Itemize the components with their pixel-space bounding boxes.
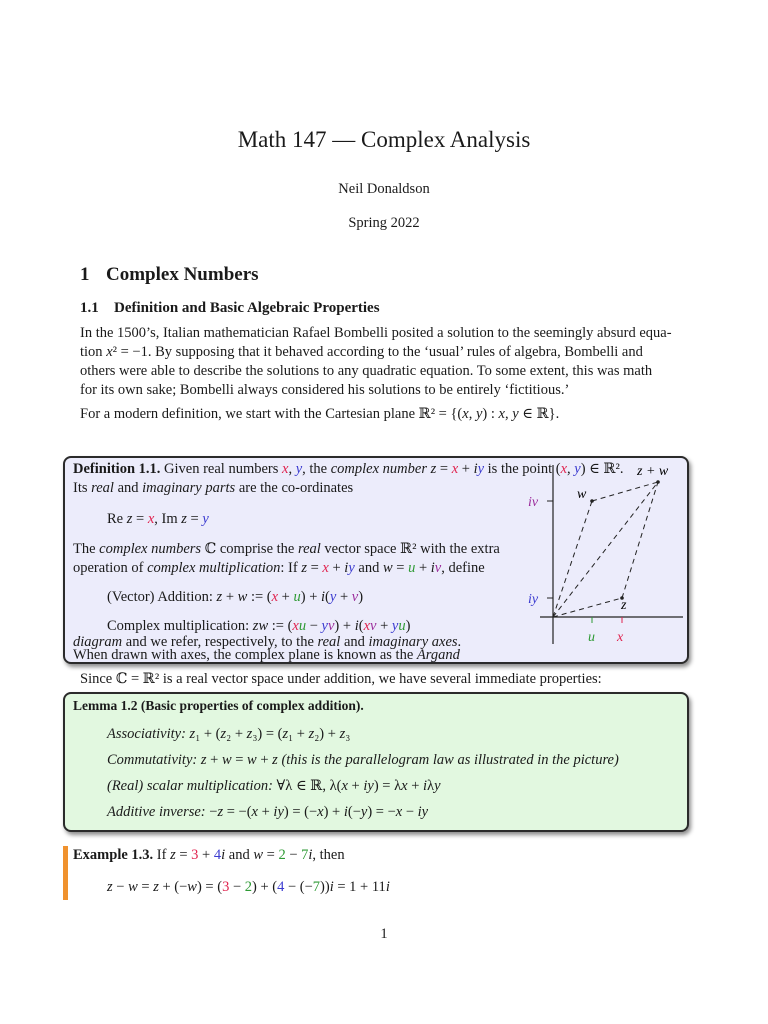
document-title: Math 147 — Complex Analysis — [237, 127, 531, 152]
math-term: x — [341, 778, 348, 794]
math-term: y — [434, 778, 441, 794]
text-run: for its own sake; Bombelli always considered his solutions to be entirely ‘fictitious.’ — [80, 382, 570, 398]
math-term: (this is the parallelogram law as illustrated in the picture) — [277, 752, 619, 768]
math-term: 2 — [278, 847, 286, 863]
section-number: 1 — [80, 264, 90, 285]
text-run: + — [257, 804, 274, 820]
math-term: y — [477, 461, 485, 477]
text-run: = −( — [223, 804, 252, 820]
text-run: and — [354, 560, 383, 576]
math-term: z — [246, 726, 253, 742]
math-term: u — [408, 560, 416, 576]
text-run: + — [256, 752, 273, 768]
math-term: imaginary parts — [142, 480, 236, 496]
text-run: = — [132, 511, 148, 527]
text-line — [80, 324, 688, 343]
math-term: z — [181, 511, 187, 527]
math-term: 2 — [244, 879, 252, 895]
text-run: = — [231, 752, 248, 768]
text-line — [107, 618, 410, 635]
math-term: x — [451, 461, 459, 477]
text-run: + — [458, 461, 474, 477]
definition-line — [73, 480, 353, 497]
subsection-number: 1.1 — [80, 300, 99, 316]
math-term: z — [189, 726, 196, 742]
text-run: + — [336, 589, 352, 605]
math-term: 3 — [191, 847, 199, 863]
text-run: ) : — [482, 406, 499, 422]
text-run: ₃) = ( — [252, 726, 283, 742]
math-term: i — [385, 879, 390, 895]
math-term: z — [426, 461, 437, 477]
label-x: x — [617, 630, 624, 645]
text-run: ₂) + — [314, 726, 340, 742]
math-term: x — [251, 804, 258, 820]
example-line — [73, 847, 345, 864]
text-run: ) — [405, 618, 411, 634]
vector-w — [553, 501, 592, 617]
text-line — [73, 541, 500, 558]
math-term: i — [423, 778, 428, 794]
math-term: w — [253, 847, 263, 863]
subsection-title: Definition and Basic Algebraic Properties — [114, 300, 380, 316]
text-run: , — [567, 461, 575, 477]
math-term: (Real) scalar multiplication: — [107, 778, 273, 794]
math-term: w — [382, 560, 393, 576]
math-term: iy — [417, 804, 429, 820]
text-run: + — [222, 589, 238, 605]
math-term: iy — [363, 778, 374, 794]
math-term: w — [128, 879, 138, 895]
math-term: u — [298, 618, 307, 634]
definition-line — [73, 541, 500, 558]
text-line — [73, 480, 353, 497]
text-run: Given real numbers — [160, 461, 283, 477]
text-run: When drawn with axes, the complex plane is known as the — [73, 647, 417, 663]
math-term: i — [221, 847, 226, 863]
definition-line — [107, 618, 410, 635]
text-run: ) + ( — [252, 879, 278, 895]
label-iv: iv — [528, 495, 539, 510]
text-run: : If — [280, 560, 302, 576]
text-run: + — [407, 778, 423, 794]
math-term: Additive inverse: — [107, 804, 206, 820]
text-run: . — [457, 634, 462, 650]
math-term: z — [126, 511, 133, 527]
math-term: real — [297, 541, 321, 557]
text-run: )) — [320, 879, 330, 895]
text-run: + — [347, 778, 364, 794]
math-term: i — [321, 589, 326, 605]
label-bold: Definition 1.1. — [73, 461, 161, 477]
argand-diagram — [515, 458, 690, 658]
math-term: i — [329, 879, 334, 895]
text-run: ∀λ ∈ ℝ, λ( — [272, 778, 342, 794]
definition-line — [73, 560, 485, 577]
math-term: w — [221, 752, 232, 768]
math-term: y — [475, 406, 483, 422]
math-term: complex multiplication — [147, 560, 281, 576]
text-line — [80, 343, 688, 362]
math-term: i — [343, 804, 348, 820]
text-line — [107, 726, 350, 743]
text-run: + — [278, 589, 294, 605]
math-term: z — [220, 726, 227, 742]
definition-line — [107, 511, 209, 528]
text-run: ) ∈ ℝ². — [580, 461, 624, 477]
math-term: x — [147, 511, 155, 527]
math-term: z — [217, 804, 224, 820]
math-term: imaginary axes — [368, 634, 458, 650]
text-run: + (− — [158, 879, 188, 895]
text-run: = — [392, 560, 409, 576]
definition-line — [107, 589, 363, 606]
text-line — [73, 847, 345, 864]
text-run: = — [263, 847, 279, 863]
text-run: ₂ + — [226, 726, 247, 742]
text-run: ₁ + — [288, 726, 309, 742]
text-run: − — [112, 879, 129, 895]
math-term: x — [292, 618, 299, 634]
math-term: real — [91, 480, 114, 496]
math-term: v — [370, 618, 377, 634]
math-term: z — [272, 752, 278, 768]
math-term: v — [351, 589, 359, 605]
math-term: z — [170, 847, 176, 863]
math-term: x — [395, 804, 403, 820]
text-run: ∈ ℝ}. — [518, 406, 560, 422]
text-run: (− — [347, 804, 361, 820]
text-line — [73, 698, 364, 714]
text-run: ) = ( — [196, 879, 223, 895]
math-term: 4 — [213, 847, 222, 863]
text-run: ² = −1. By supposing that it behaved according to the ‘usual’ rules of algebra, Bombelli and — [112, 344, 643, 360]
text-run: ) + — [334, 618, 355, 634]
lemma-line — [107, 726, 350, 743]
math-term: y — [512, 406, 519, 422]
math-term: w — [247, 752, 257, 768]
math-term: y — [360, 804, 368, 820]
point-w — [590, 499, 594, 503]
text-run: , — [504, 406, 513, 422]
text-run: tion — [80, 344, 107, 360]
text-run: is the point ( — [484, 461, 561, 477]
math-term: z — [200, 752, 207, 768]
text-run: ( — [358, 618, 364, 634]
math-term: iy — [273, 804, 284, 820]
text-run: = — [306, 560, 323, 576]
lemma-line — [107, 804, 428, 821]
text-run: , define — [441, 560, 485, 576]
text-run: If — [153, 847, 171, 863]
text-run: = — [436, 461, 452, 477]
math-term: 7 — [301, 847, 309, 863]
math-term: y — [329, 589, 337, 605]
example-marker-bar — [63, 846, 68, 900]
text-run: ) = (− — [283, 804, 318, 820]
math-term: z — [216, 589, 223, 605]
lemma-heading — [73, 698, 364, 714]
math-term: complex number — [330, 461, 427, 477]
math-term: z — [308, 726, 315, 742]
vector-z — [553, 598, 622, 617]
text-run: Re — [107, 511, 127, 527]
text-run: − — [229, 879, 245, 895]
text-run: ( — [325, 589, 330, 605]
text-run: and — [113, 480, 143, 496]
text-run: ℂ comprise the — [201, 541, 298, 557]
text-run: + — [415, 560, 431, 576]
label-iy: iy — [528, 592, 539, 607]
text-run: , Im — [154, 511, 182, 527]
text-line — [80, 362, 688, 381]
text-run: and — [340, 634, 369, 650]
math-term: z — [107, 879, 113, 895]
label-bold: Lemma 1.2 (Basic properties of complex addition). — [73, 698, 364, 713]
intro-paragraph — [80, 324, 688, 400]
text-run: For a modern definition, we start with the Cartesian plane ℝ² = {( — [80, 406, 463, 422]
label-z: z — [621, 598, 627, 613]
math-term: i — [344, 560, 349, 576]
math-term: zw — [252, 618, 269, 634]
text-run: ) + — [323, 804, 344, 820]
since-paragraph — [80, 670, 688, 689]
text-run: and we refer, respectively, to the — [122, 634, 318, 650]
text-line — [80, 670, 688, 689]
page-number: 1 — [380, 926, 388, 942]
vector-z-plus-w — [553, 482, 658, 617]
author: Neil Donaldson — [338, 181, 430, 197]
text-run: + — [328, 560, 345, 576]
text-run: ₃ — [345, 726, 351, 742]
text-run: = — [137, 879, 154, 895]
math-term: x — [271, 589, 279, 605]
definition-line — [73, 634, 461, 651]
text-run: operation of — [73, 560, 148, 576]
text-run: ) + — [300, 589, 321, 605]
text-run: Since ℂ = ℝ² is a real vector space under addition, we have several immediate properties: — [80, 671, 602, 687]
math-term: u — [398, 618, 406, 634]
text-run: − — [285, 847, 302, 863]
math-term: y — [348, 560, 355, 576]
text-run: + — [376, 618, 392, 634]
math-term: z — [282, 726, 289, 742]
edge-w-zw — [592, 482, 658, 501]
math-term: y — [391, 618, 399, 634]
text-line — [80, 405, 688, 424]
math-term: i — [354, 618, 359, 634]
subsection-heading — [80, 300, 380, 317]
text-run: := ( — [247, 589, 272, 605]
text-line — [107, 879, 390, 896]
math-term: x — [498, 406, 505, 422]
math-term: x — [401, 778, 408, 794]
text-run: = — [186, 511, 203, 527]
math-term: y — [321, 618, 328, 634]
text-run: + — [206, 752, 222, 768]
text-line — [73, 634, 461, 651]
date: Spring 2022 — [348, 215, 420, 231]
label-bold: Example 1.3. — [73, 847, 154, 863]
text-run: + — [198, 847, 214, 863]
math-term: y — [295, 461, 303, 477]
lemma-box — [63, 692, 689, 832]
text-line — [73, 560, 485, 577]
text-run: − — [306, 618, 322, 634]
math-term: w — [237, 589, 248, 605]
text-run: and — [225, 847, 254, 863]
text-run: := ( — [268, 618, 293, 634]
text-run: ) — [358, 589, 364, 605]
text-run: , the — [302, 461, 331, 477]
math-term: real — [317, 634, 341, 650]
text-run: In the 1500’s, Italian mathematician Rafael Bombelli posited a solution to the seemingly absurd equa- — [80, 325, 672, 341]
text-line — [107, 804, 428, 821]
math-term: Argand — [416, 647, 460, 663]
text-run: ) = λ — [373, 778, 402, 794]
text-line — [107, 511, 209, 528]
text-run: Complex multiplication: — [107, 618, 253, 634]
text-line — [107, 589, 363, 606]
text-run: λ — [427, 778, 435, 794]
text-line — [80, 381, 688, 400]
edge-z-zw — [622, 482, 658, 598]
math-term: Commutativity: — [107, 752, 198, 768]
text-run: The — [73, 541, 100, 557]
example-line — [107, 879, 390, 896]
math-term: x — [560, 461, 567, 477]
math-term: u — [293, 589, 301, 605]
text-run: , then — [312, 847, 345, 863]
math-term: x — [282, 461, 289, 477]
math-term: Associativity: — [107, 726, 186, 742]
math-term: x — [363, 618, 370, 634]
label-u: u — [588, 630, 595, 645]
section-heading — [80, 264, 259, 286]
math-term: complex numbers — [99, 541, 202, 557]
math-term: x — [106, 344, 113, 360]
text-run: others were able to describe the solutions to any quadratic equation. To some extent, this was math — [80, 363, 653, 379]
math-term: diagram — [73, 634, 123, 650]
text-run: = — [175, 847, 192, 863]
text-run: − — [402, 804, 418, 820]
math-term: 4 — [277, 879, 285, 895]
text-run: ₁ + ( — [195, 726, 221, 742]
math-term: y — [202, 511, 209, 527]
text-run: (Vector) Addition: — [107, 589, 217, 605]
math-term: i — [430, 560, 435, 576]
text-line — [107, 778, 441, 795]
lemma-line — [107, 778, 441, 795]
math-term: 3 — [222, 879, 230, 895]
math-term: z — [339, 726, 346, 742]
text-run: , — [288, 461, 296, 477]
text-run: are the co-ordinates — [235, 480, 354, 496]
math-term: v — [327, 618, 335, 634]
lemma-line — [107, 752, 619, 769]
math-term: z — [153, 879, 159, 895]
math-term: i — [308, 847, 313, 863]
text-line — [107, 752, 619, 769]
text-run: − — [205, 804, 218, 820]
math-term: x — [322, 560, 329, 576]
text-run: = 1 + 11 — [333, 879, 386, 895]
point-z-plus-w — [656, 480, 660, 484]
text-run: vector space ℝ² with the extra — [320, 541, 500, 557]
math-term: y — [574, 461, 581, 477]
math-term: x — [317, 804, 324, 820]
modern-definition-paragraph — [80, 405, 688, 424]
label-z-plus-w: z + w — [637, 464, 669, 479]
math-term: v — [434, 560, 442, 576]
text-run: , — [468, 406, 476, 422]
label-w: w — [577, 487, 587, 502]
text-run: Its — [73, 480, 92, 496]
text-run: − (− — [284, 879, 313, 895]
text-run: ) = − — [367, 804, 396, 820]
math-term: x — [462, 406, 469, 422]
math-term: i — [473, 461, 478, 477]
math-term: z — [301, 560, 307, 576]
math-term: w — [187, 879, 197, 895]
math-term: 7 — [312, 879, 321, 895]
section-title: Complex Numbers — [106, 264, 259, 285]
